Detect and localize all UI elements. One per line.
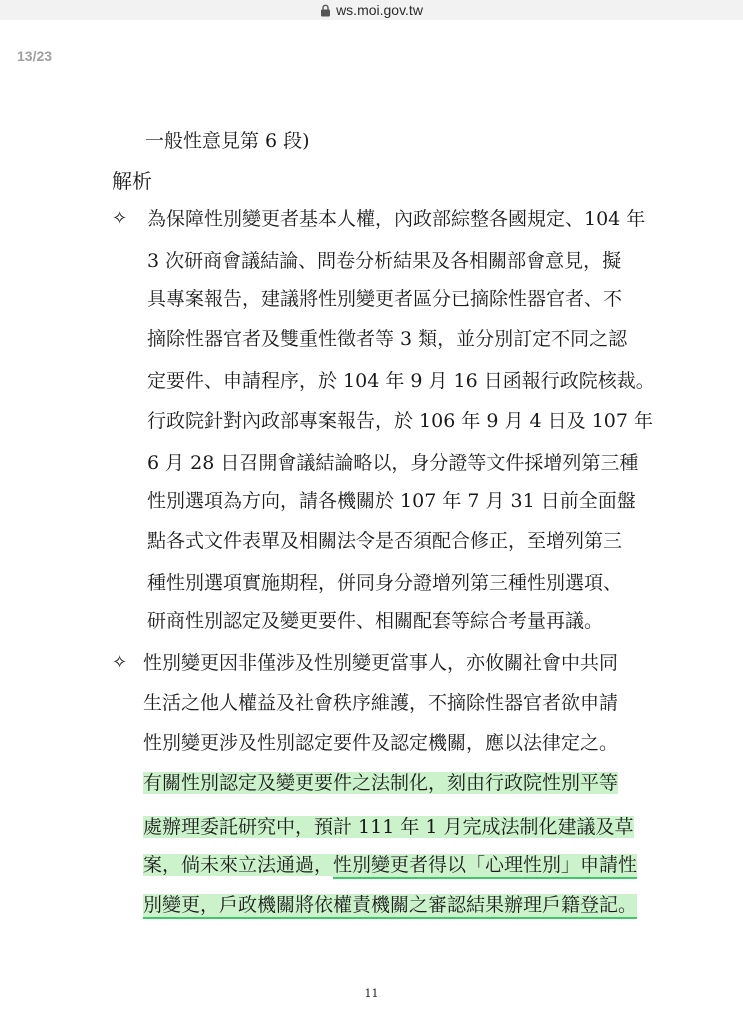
highlighted-line-2 [143, 814, 634, 840]
url-text: ws.moi.gov.tw [336, 2, 423, 18]
highlighted-line-1 [143, 770, 618, 796]
doc-line: 定要件、申請程序，於 104 年 9 月 16 日函報行政院核裁。 [147, 370, 655, 392]
doc-line-continuation: 一般性意見第 6 段) [145, 130, 310, 152]
lock-icon [320, 4, 331, 17]
highlighted-line-4 [143, 892, 637, 918]
underlined-highlight: 別變更，戶政機關將依權責機關之審認結果辦理戶籍登記。 [143, 894, 637, 919]
underlined-highlight: 性別變更者得以「心理性別」申請性 [333, 854, 637, 879]
doc-line: 6 月 28 日召開會議結論略以，身分證等文件採增列第三種 [147, 452, 639, 474]
page-number: 11 [364, 987, 379, 1000]
bullet-1-icon: ✧ [112, 208, 128, 229]
section-heading: 解析 [112, 169, 152, 193]
doc-line: 點各式文件表單及相關法令是否須配合修正，至增列第三 [147, 530, 623, 552]
highlight: 有關性別認定及變更要件之法制化，刻由行政院性別平等 [143, 772, 619, 794]
doc-line: 3 次研商會議結論、問卷分析結果及各相關部會意見，擬 [147, 250, 622, 272]
highlight: 處辦理委託研究中，預計 111 年 1 月完成法制化建議及草 [143, 816, 634, 838]
address-bar[interactable] [0, 0, 743, 20]
highlighted-line-3 [143, 852, 637, 878]
doc-line: 研商性別認定及變更要件、相關配套等綜合考量再議。 [147, 610, 604, 632]
doc-line: 為保障性別變更者基本人權，內政部綜整各國規定、104 年 [147, 208, 646, 230]
bullet-2-icon: ✧ [112, 652, 128, 673]
doc-line: 具專案報告，建議將性別變更者區分已摘除性器官者、不 [147, 288, 623, 310]
doc-line: 生活之他人權益及社會秩序維護，不摘除性器官者欲申請 [143, 692, 619, 714]
highlight: 案，倘未來立法通過， [143, 854, 334, 876]
doc-line: 性別變更因非僅涉及性別變更當事人，亦攸關社會中共同 [143, 652, 619, 674]
doc-line: 性別變更涉及性別認定要件及認定機關，應以法律定之。 [143, 732, 619, 754]
doc-line: 行政院針對內政部專案報告，於 106 年 9 月 4 日及 107 年 [147, 410, 654, 432]
doc-line: 性別選項為方向，請各機關於 107 年 7 月 31 日前全面盤 [147, 490, 636, 512]
doc-line: 種性別選項實施期程，併同身分證增列第三種性別選項、 [147, 572, 623, 594]
doc-line: 摘除性器官者及雙重性徵者等 3 類，並分別訂定不同之認 [147, 328, 628, 350]
page-indicator: 13/23 [17, 48, 53, 64]
